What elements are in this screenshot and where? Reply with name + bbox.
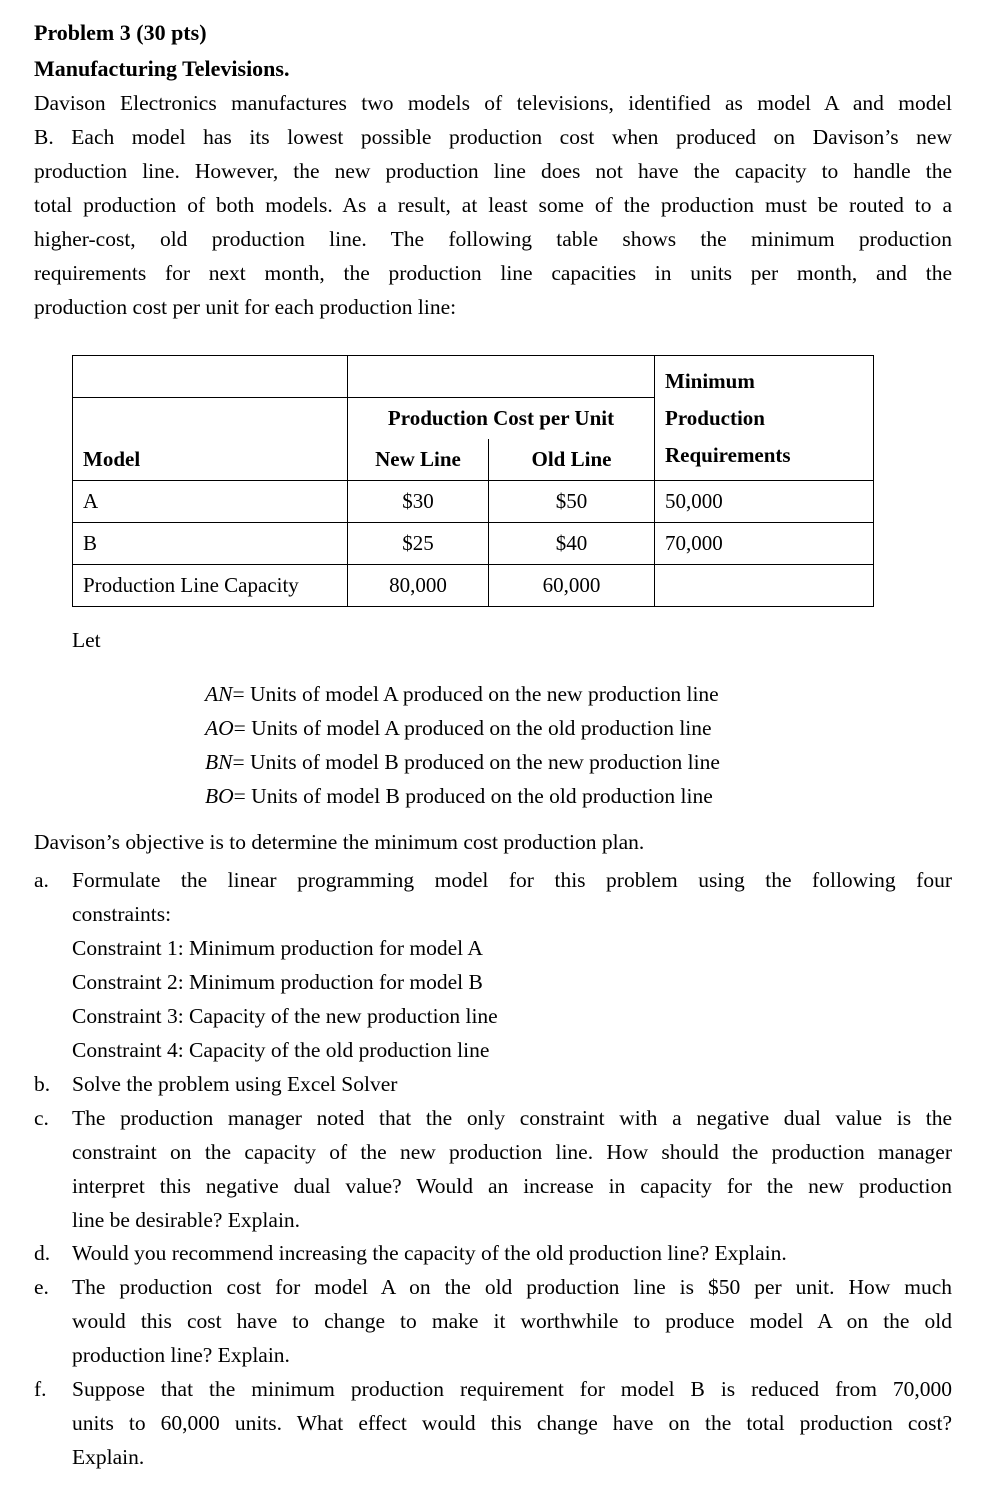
let-label: Let <box>72 628 101 652</box>
question-f <box>34 1372 952 1474</box>
intro-line: Davison Electronics manufactures two models of televisions, identified as model A and model <box>34 91 952 115</box>
capacity-row <box>73 565 874 607</box>
production-table <box>72 355 874 607</box>
question-label: c. <box>34 1106 49 1130</box>
cost-header: Production Cost per Unit <box>348 398 655 440</box>
min-req-header-line: Requirements <box>665 442 791 467</box>
capacity-label: Production Line Capacity <box>73 565 348 607</box>
intro-line: requirements for next month, the production line capacities in units per month, and the <box>34 261 952 285</box>
question-line: line be desirable? Explain. <box>72 1208 301 1232</box>
constraint-item: Constraint 4: Capacity of the old production line <box>72 1038 490 1062</box>
variable-name: AN <box>205 682 233 706</box>
req-cell: 70,000 <box>655 523 874 565</box>
question-label: f. <box>34 1377 47 1401</box>
question-b <box>34 1067 952 1101</box>
question-line: units to 60,000 units. What effect would this change have on the total production cost? <box>72 1411 952 1435</box>
definition-text: = Units of model B produced on the old production line <box>233 784 713 808</box>
question-line: interpret this negative dual value? Would an increase in capacity for the new production <box>72 1174 952 1198</box>
question-a <box>34 863 952 931</box>
question-line: Would you recommend increasing the capacity of the old production line? Explain. <box>72 1241 787 1265</box>
min-req-header-line: Production <box>665 405 765 430</box>
table-header-row-1 <box>73 356 874 398</box>
constraint-list <box>72 931 498 1067</box>
new-line-header: New Line <box>348 439 489 481</box>
constraint-item: Constraint 2: Minimum production for model B <box>72 970 483 994</box>
definition-text: = Units of model B produced on the new production line <box>232 750 720 774</box>
new-cost-cell: $25 <box>348 523 489 565</box>
question-line: The production manager noted that the only constraint with a negative dual value is the <box>72 1106 952 1130</box>
intro-line: higher-cost, old production line. The following table shows the minimum production <box>34 227 952 251</box>
req-cell: 50,000 <box>655 481 874 523</box>
variable-name: AO <box>205 716 234 740</box>
empty-cell <box>73 398 348 440</box>
question-d <box>34 1236 952 1270</box>
question-label: b. <box>34 1072 51 1096</box>
question-line: Solve the problem using Excel Solver <box>72 1072 398 1096</box>
objective-text: Davison’s objective is to determine the minimum cost production plan. <box>34 830 645 854</box>
question-c <box>34 1101 952 1237</box>
question-label: a. <box>34 868 49 892</box>
min-req-header-line: Minimum <box>665 368 755 393</box>
question-line: constraint on the capacity of the new production line. How should the production manager <box>72 1140 952 1164</box>
intro-line: total production of both models. As a result, at least some of the production must be routed to a <box>34 193 952 217</box>
constraint-item: Constraint 3: Capacity of the new production line <box>72 1004 498 1028</box>
definition-line <box>205 711 720 745</box>
table-row <box>73 481 874 523</box>
model-cell: B <box>73 523 348 565</box>
question-label: d. <box>34 1241 51 1265</box>
model-header: Model <box>73 439 348 481</box>
old-cost-cell: $40 <box>489 523 655 565</box>
question-line: constraints: <box>72 902 172 926</box>
min-req-header <box>655 356 874 481</box>
definition-line <box>205 677 720 711</box>
problem-subtitle: Manufacturing Televisions. <box>34 56 290 81</box>
old-cost-cell: $50 <box>489 481 655 523</box>
definition-line <box>205 745 720 779</box>
question-line: Suppose that the minimum production requirement for model B is reduced from 70,000 <box>72 1377 952 1401</box>
problem-title: Problem 3 (30 pts) <box>34 20 207 45</box>
question-line: Explain. <box>72 1445 145 1469</box>
empty-cell <box>73 356 348 398</box>
variable-name: BO <box>205 784 234 808</box>
capacity-new: 80,000 <box>348 565 489 607</box>
question-line: Formulate the linear programming model for this problem using the following four <box>72 868 952 892</box>
question-line: production line? Explain. <box>72 1343 290 1367</box>
question-line: The production cost for model A on the old production line is $50 per unit. How much <box>72 1275 952 1299</box>
empty-cell <box>655 565 874 607</box>
intro-paragraph <box>34 86 952 324</box>
capacity-old: 60,000 <box>489 565 655 607</box>
model-cell: A <box>73 481 348 523</box>
table-row <box>73 523 874 565</box>
variable-name: BN <box>205 750 233 774</box>
old-line-header: Old Line <box>489 439 655 481</box>
constraint-item: Constraint 1: Minimum production for model A <box>72 936 483 960</box>
question-label: e. <box>34 1275 49 1299</box>
intro-line: production line. However, the new production line does not have the capacity to handle the <box>34 159 952 183</box>
variable-definitions <box>205 677 720 813</box>
empty-cell <box>348 356 655 398</box>
intro-line: production cost per unit for each production line: <box>34 295 457 319</box>
definition-text: = Units of model A produced on the old production line <box>233 716 712 740</box>
intro-line: B. Each model has its lowest possible production cost when produced on Davison’s new <box>34 125 952 149</box>
new-cost-cell: $30 <box>348 481 489 523</box>
definition-text: = Units of model A produced on the new production line <box>232 682 719 706</box>
question-e <box>34 1270 952 1372</box>
question-line: would this cost have to change to make it worthwhile to produce model A on the old <box>72 1309 952 1333</box>
definition-line <box>205 779 720 813</box>
